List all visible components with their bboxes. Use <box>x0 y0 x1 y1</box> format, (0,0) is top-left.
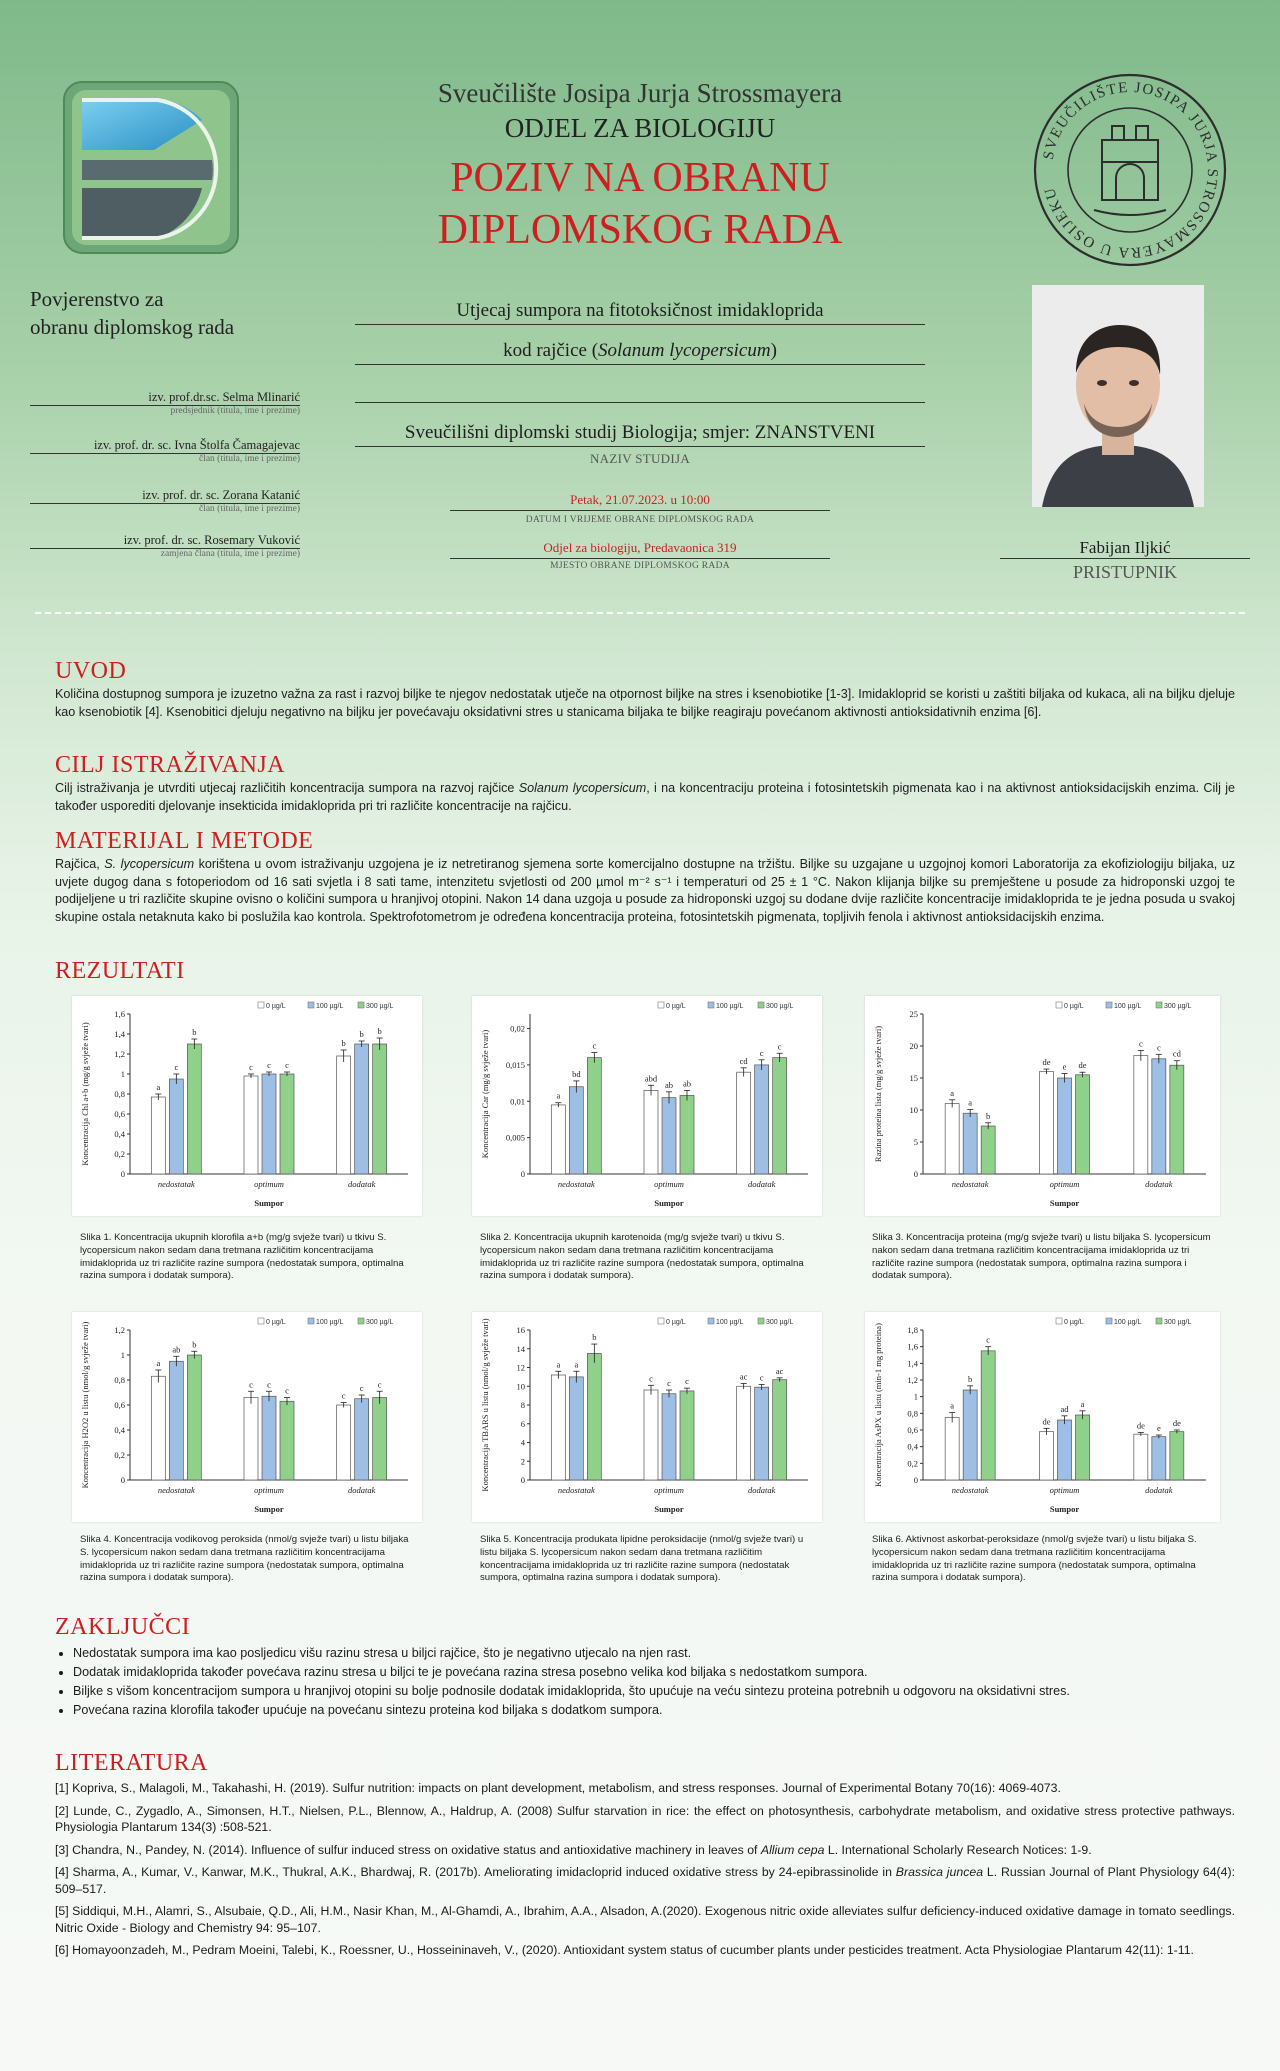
legend-swatch <box>358 1318 364 1324</box>
department-logo <box>62 80 240 255</box>
bar <box>755 1065 769 1174</box>
significance-letter: e <box>1156 1423 1161 1433</box>
reference-item: [4] Sharma, A., Kumar, V., Kanwar, M.K., Thukral, A.K., Bhardwaj, R. (2017b). Ameliorating imidacloprid induced oxidative stress by 24-epibrassinolide in Brassica juncea L. Russian Journal of Plant Physiology 64(4): 509–517. <box>55 1865 1235 1896</box>
study-programme: Sveučilišni diplomski studij Biologija; smjer: ZNANSTVENI <box>355 422 925 447</box>
x-axis-label: Sumpor <box>1049 1198 1080 1208</box>
bar <box>151 1097 165 1174</box>
significance-letter: a <box>156 1082 161 1092</box>
significance-letter: de <box>1136 1420 1145 1431</box>
thesis-title-line2: kod rajčice (Solanum lycopersicum) <box>355 340 925 365</box>
bar <box>262 1396 276 1480</box>
y-tick-label: 10 <box>516 1381 525 1392</box>
x-category-label: dodatak <box>1145 1485 1173 1495</box>
x-category-label: optimum <box>654 1179 684 1189</box>
bar <box>1152 1059 1166 1174</box>
caption-6: Slika 6. Aktivnost askorbat-peroksidaze (nmol/g svježe tvari) u listu biljaka S. lycopersicum nakon sedam dana tretmana različitim koncentracijama imidakloprida uz tri različite razine sumpora (nedostatak sumpora, optimalna razina sumpora i dodatak sumpora). <box>872 1534 1197 1584</box>
bar <box>262 1074 276 1174</box>
y-tick-label: 1,6 <box>907 1341 918 1352</box>
reference-item: [5] Siddiqui, M.H., Alamri, S., Alsubaie, Q.D., Ali, H.M., Nasir Khan, M., Al-Ghamdi, A., Ibrahim, A.A., Alsadon, A.(2020). Exogenous nitric oxide alleviates sulfur deficiency-induced oxidative damage in tomato seedlings. Nitric Oxide - Biology and Chemistry 94: 95–107. <box>55 1904 1235 1935</box>
caption-5: Slika 5. Koncentracija produkata lipidne peroksidacije (nmol/g svježe tvari) u listu biljaka S. lycopersicum nakon sedam dana tretmana različitim koncentracijama imidakloprida uz tri različite razine sumpora (nedostatak sumpora, optimalna razina sumpora i dodatak sumpora). <box>480 1534 804 1584</box>
x-category-label: optimum <box>254 1485 284 1495</box>
legend-label: 100 µg/L <box>716 1319 744 1326</box>
significance-letter: a <box>968 1097 973 1108</box>
significance-letter: abd <box>644 1073 658 1084</box>
bar <box>355 1044 369 1174</box>
committee-member-1 <box>30 390 300 416</box>
x-category-label: optimum <box>654 1485 684 1495</box>
y-axis-label: Razina proteina lista (mg/g svježe tvari) <box>873 1025 883 1163</box>
significance-letter: ab <box>682 1078 692 1089</box>
significance-letter: c <box>592 1040 597 1051</box>
x-category-label: nedostatak <box>157 1179 195 1189</box>
chart-svg <box>865 1312 1220 1522</box>
significance-letter: a <box>950 1400 955 1411</box>
y-axis-label: Koncentracija AsPX u listu (min-1 mg proteina) <box>873 1323 883 1487</box>
reference-item: [3] Chandra, N., Pandey, N. (2014). Influence of sulfur induced stress on oxidative status and antioxidative machinery in leaves of Allium cepa L. International Scholarly Research Notices: 1-9. <box>55 1842 1092 1857</box>
significance-letter: c <box>759 1047 764 1058</box>
y-tick-label: 10 <box>909 1105 918 1115</box>
significance-letter: ac <box>775 1365 784 1376</box>
legend-swatch <box>1106 1318 1112 1324</box>
significance-letter: b <box>377 1026 382 1036</box>
y-tick-label: 0 <box>520 1475 525 1485</box>
legend-label: 0 µg/L <box>666 1319 686 1326</box>
uvod-text: Količina dostupnog sumpora je izuzetno važna za rast i razvoj biljke te njegov nedostatak utječe na otpornost biljke na stres i ksenobiotike [1-3]. Imidakloprid se koristi u zaštiti biljaka od kukaca, ali na biljku djeluje kao ksenobiotik [4]. Ksenobitici djeluju negativno na biljku jer povećavaju oksidativni stres u stanicama biljaka te biljke reagiraju povećanom aktivnosti antioksidativnih enzima [6]. <box>55 687 1235 719</box>
y-tick-label: 0,6 <box>114 1400 125 1410</box>
bar <box>945 1418 959 1481</box>
legend <box>258 1318 393 1326</box>
bar <box>662 1394 676 1480</box>
bar <box>187 1355 201 1480</box>
significance-letter: c <box>174 1062 179 1072</box>
y-tick-label: 6 <box>520 1418 525 1429</box>
x-category-label: nedostatak <box>557 1179 595 1189</box>
university-name: Sveučilište Josipa Jurja Strossmayera <box>437 78 843 108</box>
y-tick-label: 0,4 <box>114 1129 125 1139</box>
legend-label: 300 µg/L <box>766 1003 794 1010</box>
y-tick-label: 0 <box>120 1169 125 1179</box>
significance-letter: c <box>267 1060 271 1070</box>
significance-letter: b <box>359 1029 364 1039</box>
section-title-uvod: UVOD <box>55 658 127 684</box>
significance-letter: de <box>1042 1057 1051 1068</box>
significance-letter: b <box>192 1339 197 1350</box>
y-tick-label: 4 <box>520 1437 525 1448</box>
bar <box>1040 1072 1054 1174</box>
bar <box>587 1353 601 1480</box>
bar <box>280 1074 294 1174</box>
chart-apx <box>865 1312 1220 1522</box>
bar <box>773 1380 787 1480</box>
bar <box>1076 1075 1090 1174</box>
y-tick-label: 0,2 <box>907 1458 918 1469</box>
invitation-title-line1: POZIV NA OBRANU <box>450 155 830 201</box>
member-name: izv. prof. dr. sc. Rosemary Vuković <box>30 533 300 549</box>
y-tick-label: 1,2 <box>114 1325 125 1335</box>
conclusion-item: • Biljke s višom koncentracijom sumpora u hranjivoj otopini su bolje podnosile dodatak imidakloprida, što upućuje na veću sintezu proteina potrebnih u odgovoru na oksidativni stres. <box>73 1682 1235 1700</box>
committee-member-3 <box>30 488 300 514</box>
significance-letter: c <box>1156 1042 1161 1053</box>
references-list <box>55 1780 1235 1965</box>
bar <box>644 1090 658 1174</box>
significance-letter: bd <box>572 1068 581 1079</box>
conclusion-item: • Dodatak imidakloprida također povećava razinu stresa u biljci te je povećana razina stresa posebno velika kod biljaka s nedostatkom sumpora. <box>73 1663 1235 1681</box>
significance-letter: c <box>777 1041 782 1052</box>
seal-text: SVEUČILIŠTE JOSIPA JURJA STROSSMAYERA U OSIJEKU <box>1040 79 1221 261</box>
bar <box>569 1087 583 1174</box>
y-tick-label: 1,2 <box>907 1375 918 1385</box>
conclusion-item: • Povećana razina klorofila također upućuje na povećanu sintezu proteina kod biljaka s dodatkom sumpora. <box>73 1701 1235 1719</box>
x-category-label: optimum <box>1049 1485 1080 1495</box>
legend-swatch <box>758 1002 764 1008</box>
y-tick-label: 0,015 <box>505 1059 525 1070</box>
department-name: ODJEL ZA BIOLOGIJU <box>504 113 776 143</box>
significance-letter: b <box>592 1332 597 1343</box>
bar <box>1058 1420 1072 1480</box>
significance-letter: b <box>986 1110 991 1121</box>
member-role: član (titula, ime i prezime) <box>198 504 300 514</box>
legend-swatch <box>1106 1002 1112 1008</box>
committee-title-line1: Povjerenstvo za <box>30 287 164 311</box>
reference-item: [1] Kopriva, S., Malagoli, M., Takahashi, H. (2019). Sulfur nutrition: impacts on plant development, metabolism, and stress responses. Journal of Experimental Botany 70(16): 4069-4073. <box>55 1781 1061 1795</box>
significance-letter: ab <box>664 1079 674 1090</box>
legend-label: 300 µg/L <box>366 1319 394 1326</box>
legend-label: 300 µg/L <box>1164 1319 1192 1326</box>
y-tick-label: 1,2 <box>114 1049 125 1059</box>
legend <box>658 1002 793 1010</box>
y-tick-label: 1,4 <box>114 1029 125 1039</box>
y-tick-label: 1,8 <box>907 1325 918 1335</box>
x-axis-label: Sumpor <box>254 1198 284 1208</box>
chart-proteins <box>865 996 1220 1216</box>
legend-swatch <box>1056 1318 1062 1324</box>
legend-label: 100 µg/L <box>716 1003 744 1010</box>
bar <box>662 1098 676 1174</box>
legend-swatch <box>758 1318 764 1324</box>
legend-swatch <box>1156 1318 1162 1324</box>
legend <box>1056 1002 1191 1010</box>
bar <box>373 1044 387 1174</box>
significance-letter: c <box>685 1376 689 1387</box>
legend-swatch <box>258 1318 264 1324</box>
bar <box>945 1104 959 1174</box>
bar <box>169 1079 183 1174</box>
section-title-rezultati: REZULTATI <box>55 958 185 984</box>
y-tick-label: 0,2 <box>114 1450 125 1460</box>
reference-item: [2] Lunde, C., Zygadlo, A., Simonsen, H.T., Nielsen, P.L., Blennow, A., Haldrup, A. (2008) Sulfur starvation in rice: the effect on photosynthesis, carbohydrate metabolism, and oxidative stress protective pathways. Physiologia Plantarum 134(3) :508-521. <box>55 1803 1235 1834</box>
caption-1: Slika 1. Koncentracija ukupnih klorofila a+b (mg/g svježe tvari) u tkivu S. lycopersicum nakon sedam dana tretmana različitim koncentracijama imidakloprida uz tri različite razine sumpora (nedostatak sumpora, optimalna razina sumpora i dodatak sumpora). <box>80 1232 404 1282</box>
y-tick-label: 25 <box>909 1009 918 1019</box>
significance-letter: c <box>267 1379 271 1390</box>
x-category-label: dodatak <box>347 1485 376 1495</box>
bar <box>1134 1056 1148 1174</box>
x-category-label: nedostatak <box>157 1485 195 1495</box>
legend-swatch <box>258 1002 264 1008</box>
significance-letter: a <box>556 1359 561 1370</box>
member-name: izv. prof.dr.sc. Selma Mlinarić <box>30 390 300 406</box>
significance-letter: ab <box>172 1344 181 1355</box>
y-tick-label: 0,005 <box>505 1132 525 1143</box>
x-category-label: optimum <box>1049 1179 1080 1189</box>
committee-member-2 <box>30 438 300 464</box>
significance-letter: cd <box>1172 1048 1181 1059</box>
significance-letter: b <box>192 1027 197 1037</box>
member-name: izv. prof. dr. sc. Ivna Štolfa Čamagajevac <box>30 438 300 454</box>
bar <box>587 1058 601 1174</box>
x-category-label: dodatak <box>747 1485 776 1495</box>
significance-letter: c <box>341 1390 346 1401</box>
bar <box>755 1387 769 1480</box>
legend-label: 300 µg/L <box>366 1003 394 1010</box>
bar <box>1058 1078 1072 1174</box>
defense-date-label: DATUM I VRIJEME OBRANE DIPLOMSKOG RADA <box>525 515 755 525</box>
legend <box>258 1002 393 1010</box>
x-category-label: dodatak <box>747 1179 776 1189</box>
committee-title-line2: obranu diplomskog rada <box>30 315 235 339</box>
conclusion-item: • Nedostatak sumpora ima kao posljedicu višu razinu stresa u biljci rajčice, što je negativno utjecalo na njen rast. <box>73 1644 1235 1662</box>
y-tick-label: 14 <box>516 1343 525 1354</box>
y-tick-label: 0,2 <box>114 1149 125 1159</box>
y-tick-label: 0 <box>520 1169 525 1179</box>
legend-swatch <box>1056 1002 1062 1008</box>
divider-line <box>355 402 925 403</box>
thesis-title-line1: Utjecaj sumpora na fitotoksičnost imidakloprida <box>355 300 925 325</box>
bar <box>1040 1432 1054 1480</box>
bar <box>337 1405 351 1480</box>
committee-member-4 <box>30 533 300 559</box>
university-seal <box>1030 70 1230 270</box>
candidate-photo <box>1032 285 1204 507</box>
bar <box>1076 1415 1090 1480</box>
legend-swatch <box>308 1318 314 1324</box>
legend <box>1056 1318 1191 1326</box>
significance-letter: a <box>556 1090 561 1101</box>
x-category-label: dodatak <box>1145 1179 1173 1189</box>
chart-svg <box>472 996 822 1216</box>
bar <box>244 1398 258 1481</box>
significance-letter: c <box>1138 1038 1143 1049</box>
conclusions-list <box>55 1644 1235 1720</box>
y-tick-label: 0,6 <box>907 1425 918 1435</box>
x-axis-label: Sumpor <box>1049 1504 1080 1514</box>
bar <box>1170 1065 1184 1174</box>
significance-letter: a <box>950 1087 955 1098</box>
legend-label: 0 µg/L <box>666 1003 686 1010</box>
invitation-title-line2: DIPLOMSKOG RADA <box>437 207 843 253</box>
chart-h2o2 <box>72 1312 422 1522</box>
candidate-name: Fabijan Iljkić <box>1000 538 1250 559</box>
bar <box>169 1361 183 1480</box>
y-tick-label: 12 <box>516 1362 525 1373</box>
bar <box>737 1072 751 1174</box>
y-tick-label: 0,02 <box>510 1023 525 1034</box>
bar <box>963 1113 977 1174</box>
legend-swatch <box>358 1002 364 1008</box>
significance-letter: c <box>759 1372 764 1383</box>
y-tick-label: 2 <box>520 1456 525 1467</box>
section-title-zakljucci: ZAKLJUČCI <box>55 1614 191 1640</box>
y-tick-label: 1 <box>120 1350 125 1360</box>
bar <box>737 1386 751 1480</box>
y-tick-label: 16 <box>516 1325 525 1335</box>
y-tick-label: 1 <box>913 1391 918 1402</box>
significance-letter: c <box>649 1373 653 1384</box>
significance-letter: de <box>1172 1418 1181 1428</box>
section-title-literatura: LITERATURA <box>55 1750 208 1776</box>
bar <box>373 1398 387 1481</box>
study-label: NAZIV STUDIJA <box>589 451 691 466</box>
bar <box>244 1076 258 1174</box>
chart-tbars <box>472 1312 822 1522</box>
legend-swatch <box>658 1318 664 1324</box>
x-axis-label: Sumpor <box>654 1198 684 1208</box>
defense-date: Petak, 21.07.2023. u 10:00 <box>450 492 830 511</box>
bar <box>963 1390 977 1480</box>
significance-letter: c <box>359 1383 364 1393</box>
y-axis-label: Koncentracija H2O2 u listu (nmol/g svježe tvari) <box>80 1321 90 1489</box>
significance-letter: c <box>986 1334 991 1345</box>
defense-place-label: MJESTO OBRANE DIPLOMSKOG RADA <box>550 561 730 571</box>
bar <box>680 1391 694 1480</box>
y-tick-label: 0,4 <box>114 1425 125 1435</box>
bar <box>151 1376 165 1480</box>
chart-chlorophyll <box>72 996 422 1216</box>
bar <box>337 1056 351 1174</box>
significance-letter: c <box>249 1062 253 1072</box>
y-tick-label: 0,6 <box>114 1109 125 1119</box>
legend-label: 300 µg/L <box>1164 1003 1192 1010</box>
y-tick-label: 0,8 <box>114 1375 125 1385</box>
bar <box>981 1126 995 1174</box>
y-tick-label: 5 <box>913 1137 918 1147</box>
x-axis-label: Sumpor <box>654 1504 684 1514</box>
reference-item: [6] Homayoonzadeh, M., Pedram Moeini, Talebi, K., Roessner, U., Hosseininaveh, V., (2020). Antioxidant system status of cucumber plants under pesticides treatment. Acta Physiologiae Plantarum 42(11): 1-11. <box>55 1943 1194 1957</box>
y-tick-label: 0,8 <box>114 1089 125 1099</box>
section-title-metode: MATERIJAL I METODE <box>55 828 314 854</box>
y-tick-label: 0,01 <box>510 1096 525 1107</box>
bar <box>773 1058 787 1174</box>
significance-letter: ad <box>1060 1403 1069 1414</box>
x-category-label: nedostatak <box>557 1485 595 1495</box>
metode-text: Rajčica, S. lycopersicum korištena u ovom istraživanju uzgojena je iz netretiranog sjemena sorte komercijalno dostupne na tržištu. Biljke su uzgajane u uzgojnoj komori Laboratorija za ekofiziologiju biljaka, uz uvjete dugog dana s fotoperiodom od 16 sati svjetla i 8 sati tame, intenzitetu svjetlosti od 200 µmol m⁻² s⁻¹ i temperaturi od 25 ± 1 °C. Nakon klijanja biljke su premještene u posude za hidroponski uzgoj te podijeljene u tri različite skupine ovisno o količini sumpora u hranjivoj otopini. Nakon 14 dana uzgoja u posude za hidroponski uzgoj su dodane dvije različite koncentracije imidakloprida te je jedna posuda u svakoj skupine ostala netaknuta kako bi poslužila kao kontrola. Spektrofotometrom je određena koncentracija proteina, fotosintetskih pigmenata, topljivih fenola i aktivnost antioksidacijskih enzima. <box>55 857 1235 924</box>
chart-carotenoids <box>472 996 822 1216</box>
legend-swatch <box>658 1002 664 1008</box>
bar <box>1134 1434 1148 1480</box>
significance-letter: b <box>968 1373 973 1384</box>
significance-letter: a <box>1080 1398 1085 1409</box>
bar <box>187 1044 201 1174</box>
bar <box>644 1390 658 1480</box>
y-tick-label: 0 <box>120 1475 125 1485</box>
legend-label: 0 µg/L <box>1064 1319 1084 1326</box>
x-category-label: nedostatak <box>951 1485 989 1495</box>
caption-4: Slika 4. Koncentracija vodikovog peroksida (nmol/g svježe tvari) u listu biljaka S. lycopersicum nakon sedam dana tretmana različitim koncentracijama imidakloprida uz tri različite razine sumpora (nedostatak sumpora, optimalna razina sumpora i dodatak sumpora). <box>80 1534 409 1584</box>
significance-letter: a <box>574 1359 579 1370</box>
defense-place: Odjel za biologiju, Predavaonica 319 <box>450 540 830 559</box>
chart-svg <box>72 1312 422 1522</box>
significance-letter: a <box>156 1358 161 1368</box>
section-title-cilj: CILJ ISTRAŽIVANJA <box>55 752 286 778</box>
significance-letter: c <box>377 1379 382 1390</box>
y-axis-label: Koncentracija Car (mg/g svježe tvari) <box>480 1029 490 1159</box>
y-tick-label: 0 <box>913 1169 918 1179</box>
member-role: član (titula, ime i prezime) <box>198 454 300 464</box>
bar <box>569 1377 583 1480</box>
x-category-label: nedostatak <box>951 1179 989 1189</box>
legend-label: 0 µg/L <box>266 1003 286 1010</box>
y-tick-label: 1,6 <box>114 1009 125 1019</box>
bar <box>355 1399 369 1480</box>
member-name: izv. prof. dr. sc. Zorana Katanić <box>30 488 300 504</box>
legend-swatch <box>308 1002 314 1008</box>
bar <box>551 1375 565 1480</box>
caption-2: Slika 2. Koncentracija ukupnih karotenoida (mg/g svježe tvari) u tkivu S. lycopersicum nakon sedam dana tretmana različitim koncentracijama imidakloprida uz tri različite razine sumpora (nedostatak sumpora, optimalna razina sumpora i dodatak sumpora). <box>480 1232 804 1282</box>
x-axis-label: Sumpor <box>254 1504 284 1514</box>
bar <box>280 1401 294 1480</box>
chart-svg <box>865 996 1220 1216</box>
significance-letter: de <box>1078 1060 1087 1071</box>
bar <box>1152 1437 1166 1480</box>
legend <box>658 1318 793 1326</box>
y-tick-label: 8 <box>520 1400 525 1410</box>
legend-swatch <box>708 1318 714 1324</box>
significance-letter: c <box>667 1378 671 1388</box>
legend-label: 100 µg/L <box>316 1319 344 1326</box>
bar <box>981 1351 995 1480</box>
bar <box>1170 1432 1184 1480</box>
x-category-label: optimum <box>254 1179 284 1189</box>
legend-swatch <box>708 1002 714 1008</box>
significance-letter: e <box>1062 1061 1067 1072</box>
significance-letter: c <box>249 1379 253 1390</box>
significance-letter: ac <box>739 1371 748 1382</box>
significance-letter: cd <box>739 1055 748 1066</box>
y-tick-label: 1 <box>120 1069 125 1079</box>
member-role: zamjena člana (titula, ime i prezime) <box>160 549 300 559</box>
y-axis-label: Koncentracija TBARS u listu (nmol/g svježe tvari) <box>480 1318 490 1492</box>
y-tick-label: 0,8 <box>907 1408 918 1419</box>
legend-label: 100 µg/L <box>1114 1003 1142 1010</box>
legend-label: 100 µg/L <box>316 1003 344 1010</box>
member-role: predsjednik (titula, ime i prezime) <box>170 406 300 416</box>
caption-3: Slika 3. Koncentracija proteina (mg/g svježe tvari) u listu biljaka S. lycopersicum nakon sedam dana tretmana različitim koncentracijama imidakloprida uz tri različite razine sumpora (nedostatak sumpora, optimalna razina sumpora i dodatak sumpora). <box>872 1232 1211 1282</box>
bar <box>680 1095 694 1174</box>
y-tick-label: 0 <box>913 1475 918 1485</box>
legend-label: 0 µg/L <box>1064 1003 1084 1010</box>
significance-letter: de <box>1042 1416 1051 1427</box>
y-tick-label: 1,4 <box>907 1358 918 1369</box>
chart-svg <box>472 1312 822 1522</box>
significance-letter: c <box>285 1385 289 1396</box>
legend-label: 300 µg/L <box>766 1319 794 1326</box>
y-tick-label: 15 <box>909 1073 918 1083</box>
x-category-label: dodatak <box>347 1179 376 1189</box>
y-tick-label: 20 <box>909 1041 918 1051</box>
bar <box>551 1105 565 1174</box>
legend-label: 100 µg/L <box>1114 1319 1142 1326</box>
significance-letter: c <box>285 1060 289 1070</box>
legend-label: 0 µg/L <box>266 1319 286 1326</box>
y-tick-label: 0,4 <box>907 1441 918 1452</box>
cilj-text: Cilj istraživanja je utvrditi utjecaj različitih koncentracija sumpora na razvoj rajčice Solanum lycopersicum, i na koncentraciju proteina i fotosintetskih pigmenata kao i na aktivnost antioksidacijskih enzima. Cilj je također usporediti djelovanje insekticida imidakloprida pri tri različite koncentracije na rajčicu. <box>55 781 1236 813</box>
candidate-label: PRISTUPNIK <box>1072 562 1178 582</box>
legend-swatch <box>1156 1002 1162 1008</box>
significance-letter: b <box>341 1038 346 1048</box>
chart-svg <box>72 996 422 1216</box>
y-axis-label: Koncentracija Chl a+b (mg/g svježe tvari) <box>80 1022 90 1166</box>
section-divider <box>35 612 1245 614</box>
